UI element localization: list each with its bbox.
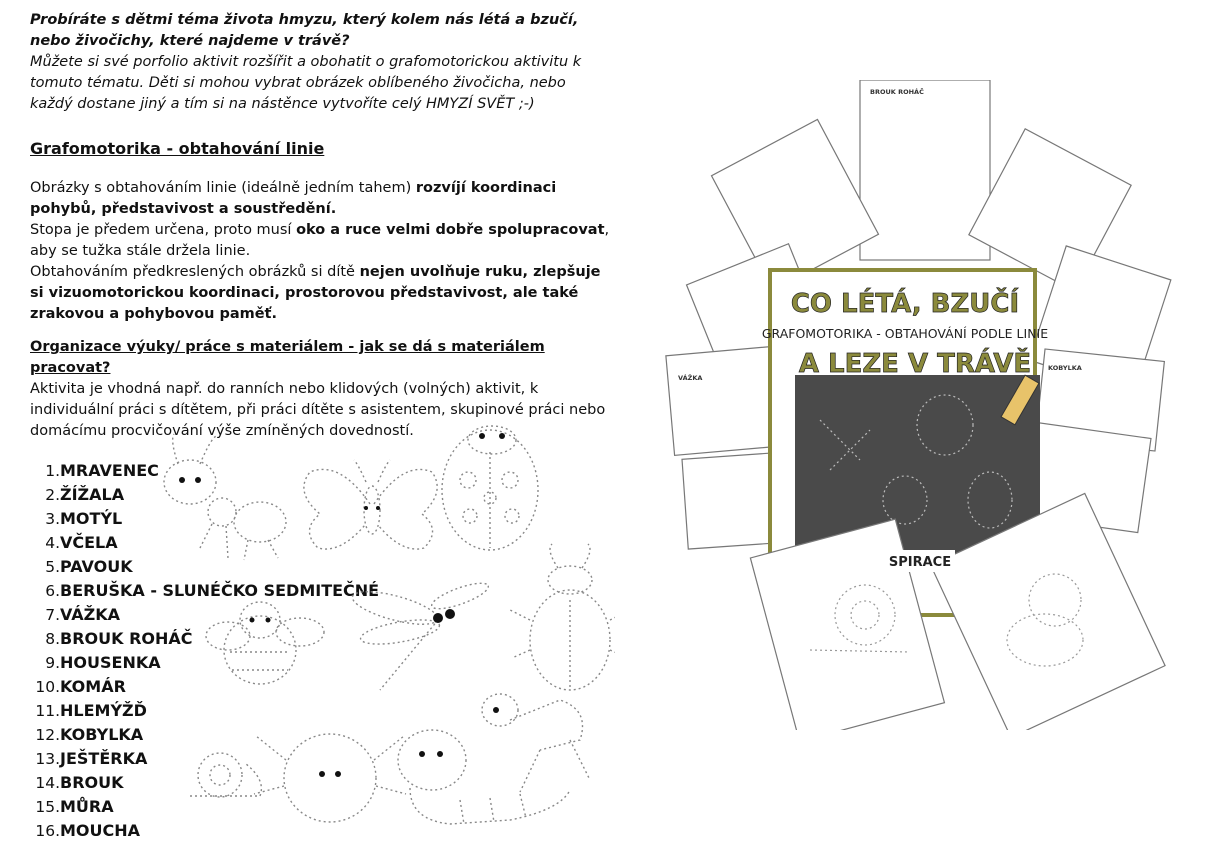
svg-text:BROUK ROHÁČ: BROUK ROHÁČ: [870, 88, 924, 96]
list-number: 7.: [45, 606, 60, 624]
spider-drawing: [254, 734, 406, 822]
stag-beetle-drawing: [510, 544, 615, 690]
cover-collage: [660, 80, 1180, 730]
ant-drawing: [164, 434, 286, 560]
section-title: Grafomotorika - obtahování linie: [30, 139, 325, 158]
list-label: ŽÍŽALA: [60, 485, 125, 504]
intro-question: Probíráte s dětmi téma života hmyzu, který kolem nás létá a bzučí, nebo živočichy, které najdeme v trávě?: [30, 12, 579, 49]
cover-title-1: CO LÉTÁ, BZUČÍ: [790, 289, 1020, 319]
p1-normal: Obrázky s obtahováním linie (ideálně jedním tahem): [30, 180, 416, 196]
p2-bold: oko a ruce velmi dobře spolupracovat: [296, 222, 605, 238]
dragonfly-drawing: [349, 578, 491, 690]
list-number: 5.: [45, 558, 60, 576]
p3-normal: Obtahováním předkreslených obrázků si dítě: [30, 264, 360, 280]
list-number: 9.: [45, 654, 60, 672]
list-label: VČELA: [60, 533, 118, 552]
list-number: 14.: [35, 774, 60, 792]
list-number: 6.: [45, 582, 60, 600]
list-label: HOUSENKA: [60, 653, 161, 672]
list-label: KOMÁR: [60, 677, 126, 696]
list-label: MŮRA: [60, 797, 114, 816]
list-number: 4.: [45, 534, 60, 552]
ladybug-drawing: [442, 426, 538, 550]
list-label: BERUŠKA - SLUNÉČKO SEDMITEČNÉ: [60, 581, 380, 600]
list-number: 11.: [35, 702, 60, 720]
p1-bold: rozvíjí koordinaci pohybů, představivost a soustředění.: [30, 180, 557, 217]
svg-text:VÁŽKA: VÁŽKA: [678, 374, 703, 382]
intro-description: Můžete si své porfolio aktivit rozšířit a obohatit o grafomotorickou aktivitu k tomuto tématu. Děti si mohou vybrat obrázek oblíbeného živočicha, nebo každý dostane jiný a tím si na nástěnce vytvoříte celý HMYZÍ SVĚT ;-): [30, 54, 582, 112]
p2-normal: Stopa je předem určena, proto musí: [30, 222, 297, 238]
text-column: [30, 10, 610, 442]
p2-end: , aby se tužka stále držela linie.: [30, 222, 610, 259]
organization-text: Aktivita je vhodná např. do ranních nebo klidových (volných) aktivit, k individuální práci s dítětem, při práci dítěte s asistentem, skupinové práci nebo domácímu procvičování výše zmíněných dovedností.: [30, 381, 606, 439]
list-number: 3.: [45, 510, 60, 528]
worm-drawing: [398, 730, 570, 824]
list-number: 16.: [35, 822, 60, 840]
cover-subtitle: GRAFOMOTORIKA - OBTAHOVÁNÍ PODLE LINIE: [761, 326, 1049, 341]
list-label: VÁŽKA: [60, 605, 121, 624]
list-label: HLEMÝŽĎ: [60, 701, 147, 720]
butterfly-drawing: [304, 460, 437, 549]
organization-title: Organizace výuky/ práce s materiálem - jak se dá s materiálem pracovat?: [30, 339, 545, 376]
cover-title-2: A LEZE V TRÁVĚ: [798, 349, 1032, 379]
list-label: PAVOUK: [60, 557, 133, 576]
list-number: 8.: [45, 630, 60, 648]
list-label: MRAVENEC: [60, 461, 159, 480]
list-number: 12.: [35, 726, 60, 744]
list-label: MOTÝL: [60, 509, 123, 528]
list-number: 13.: [35, 750, 60, 768]
list-label: MOUCHA: [60, 821, 141, 840]
list-number: 10.: [35, 678, 60, 696]
insects-illustration: [160, 420, 615, 840]
list-label: BROUK: [60, 773, 124, 792]
body-paragraph: [30, 178, 610, 325]
list-number: 1.: [45, 462, 60, 480]
list-label: BROUK ROHÁČ: [60, 629, 193, 648]
intro-text: [30, 10, 610, 115]
list-number: 15.: [35, 798, 60, 816]
list-number: 2.: [45, 486, 60, 504]
list-label: KOBYLKA: [60, 725, 144, 744]
snail-drawing: [190, 753, 261, 797]
bee-drawing: [206, 602, 324, 684]
cover-badge-text: SPIRACE: [888, 555, 952, 570]
svg-text:KOBYLKA: KOBYLKA: [1048, 364, 1082, 372]
p3-bold: nejen uvolňuje ruku, zlepšuje si vizuomotorickou koordinaci, prostorovou představivost, ale také zrakovou a pohybovou paměť.: [30, 264, 601, 322]
list-label: JEŠTĚRKA: [60, 749, 148, 768]
